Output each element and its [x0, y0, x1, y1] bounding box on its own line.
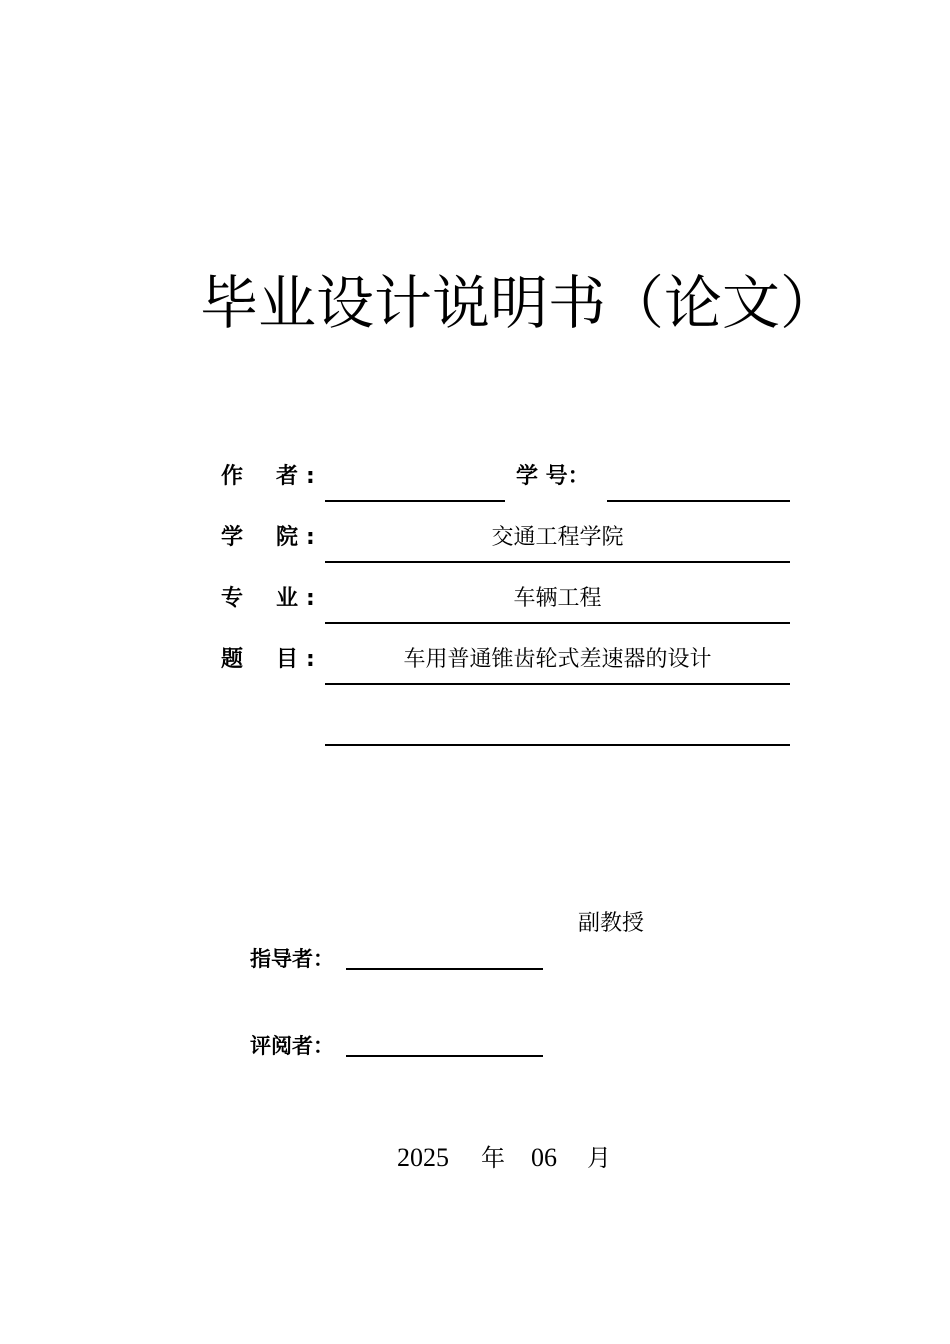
author-label-char-2: 者 [276, 464, 299, 489]
topic-value: 车用普通锥齿轮式差速器的设计 [403, 647, 712, 672]
advisor-title: 副教授 [578, 911, 645, 936]
college-label-char-2: 院 [276, 525, 299, 550]
author-label-char-1: 作 [221, 464, 244, 489]
major-label-char-1: 专 [221, 586, 244, 611]
major-label-char-2: 业 [276, 586, 299, 611]
student-id-label: 学 号： [516, 464, 590, 489]
major-underline [325, 622, 790, 624]
topic-label-colon: : [306, 647, 315, 672]
topic-label-char-2: 目 [276, 647, 299, 672]
date-year-char: 年 [481, 1144, 505, 1172]
student-id-underline [607, 500, 790, 502]
reviewer-label: 评阅者： [250, 1034, 334, 1058]
topic-underline [325, 683, 790, 685]
document-title: 毕业设计说明书（论文） [200, 269, 839, 337]
major-value: 车辆工程 [513, 586, 602, 611]
date-month: 06 [531, 1143, 557, 1172]
reviewer-underline [346, 1055, 543, 1057]
date-year: 2025 [397, 1143, 449, 1172]
date-month-char: 月 [587, 1144, 611, 1172]
college-underline [325, 561, 790, 563]
topic-underline-2 [325, 744, 790, 746]
college-value: 交通工程学院 [491, 525, 624, 550]
college-label-char-1: 学 [221, 525, 244, 550]
major-label-colon: : [306, 586, 315, 611]
advisor-label: 指导者： [250, 947, 334, 971]
college-label-colon: : [306, 525, 315, 550]
topic-label-char-1: 题 [221, 647, 244, 672]
advisor-underline [346, 968, 543, 970]
author-underline [325, 500, 505, 502]
author-label-colon: : [306, 464, 315, 489]
